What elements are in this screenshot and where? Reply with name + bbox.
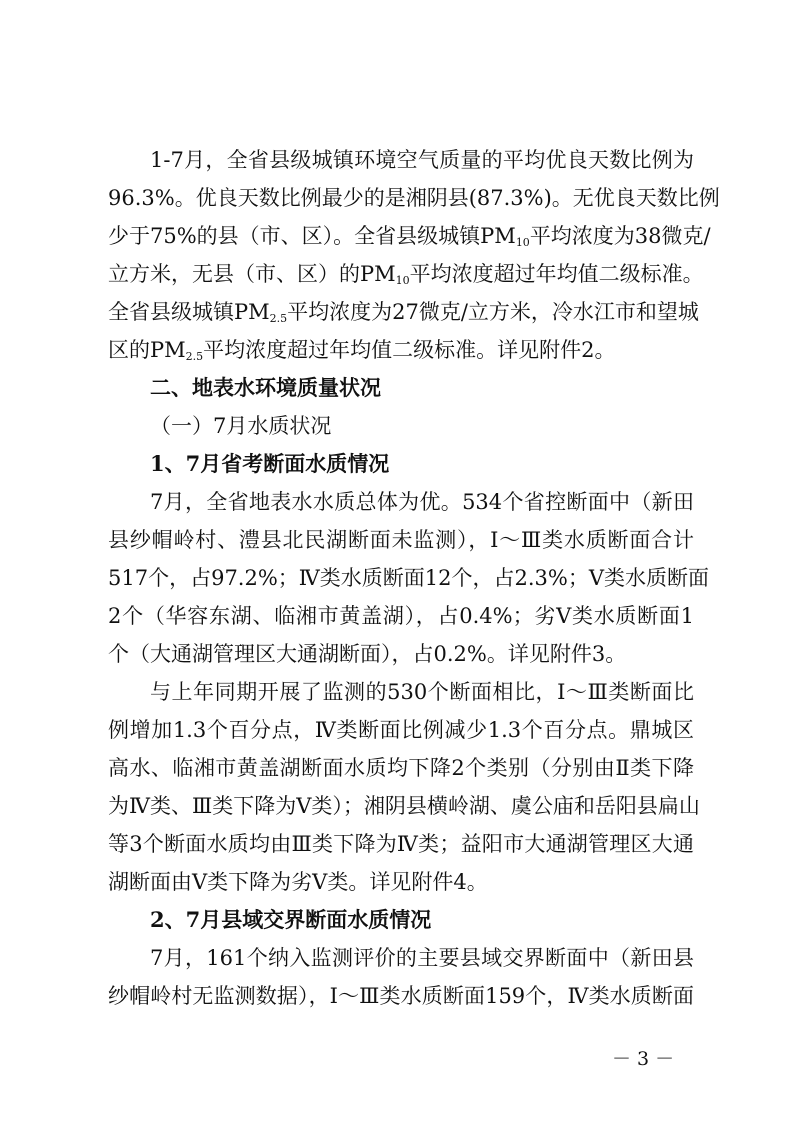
page-number: － 3 － — [612, 1048, 675, 1070]
text-line: 高水、临湘市黄盖湖断面水质均下降2个类别（分别由Ⅱ类下降 — [108, 756, 694, 780]
text-line: 7月，全省地表水水质总体为优。534个省控断面中（新田 — [150, 490, 694, 514]
text-line: 县纱帽岭村、澧县北民湖断面未监测），Ⅰ～Ⅲ类水质断面合计 — [108, 528, 694, 552]
text-line: 区的$PM_{2.5}$平均浓度超过年均值二级标准。详见附件2。 — [108, 338, 616, 363]
text-line: 全省县级城镇$PM_{2.5}$平均浓度为27微克/立方米，冷水江市和望城 — [108, 300, 699, 325]
section-heading: 二、地表水环境质量状况 — [150, 376, 381, 400]
subsection-heading: （一）7月水质状况 — [150, 414, 332, 438]
text-line: 7月，161个纳入监测评价的主要县域交界断面中（新田县 — [150, 946, 694, 970]
text-line: 等3个断面水质均由Ⅲ类下降为Ⅳ类；益阳市大通湖管理区大通 — [108, 832, 694, 856]
text-line: 立方米，无县（市、区）的$PM_{10}$平均浓度超过年均值二级标准。 — [108, 262, 704, 287]
item-heading: 1、7月省考断面水质情况 — [150, 451, 390, 476]
text-line: 2个（华容东湖、临湘市黄盖湖），占0.4%；劣Ⅴ类水质断面1 — [108, 604, 694, 628]
text-line: 517个，占97.2%；Ⅳ类水质断面12个，占2.3%；Ⅴ类水质断面 — [108, 566, 710, 590]
text-line: 96.3%。优良天数比例最少的是湘阴县(87.3%)。无优良天数比例 — [108, 186, 720, 210]
text-line: 与上年同期开展了监测的530个断面相比，Ⅰ～Ⅲ类断面比 — [150, 680, 694, 704]
text-line: 例增加1.3个百分点，Ⅳ类断面比例减少1.3个百分点。鼎城区 — [108, 718, 694, 742]
text-line: 1-7月，全省县级城镇环境空气质量的平均优良天数比例为 — [150, 148, 694, 172]
text-line: 少于75%的县（市、区）。全省县级城镇$PM_{10}$平均浓度为38微克/ — [108, 224, 711, 249]
text-line: 湖断面由Ⅴ类下降为劣Ⅴ类。详见附件4。 — [108, 870, 488, 894]
text-line: 纱帽岭村无监测数据），Ⅰ～Ⅲ类水质断面159个，Ⅳ类水质断面 — [108, 984, 694, 1008]
item-heading: 2、7月县域交界断面水质情况 — [150, 907, 432, 932]
text-line: 为Ⅳ类、Ⅲ类下降为Ⅴ类）；湘阴县横岭湖、虞公庙和岳阳县扁山 — [108, 794, 700, 818]
text-line: 个（大通湖管理区大通湖断面），占0.2%。详见附件3。 — [108, 642, 627, 666]
